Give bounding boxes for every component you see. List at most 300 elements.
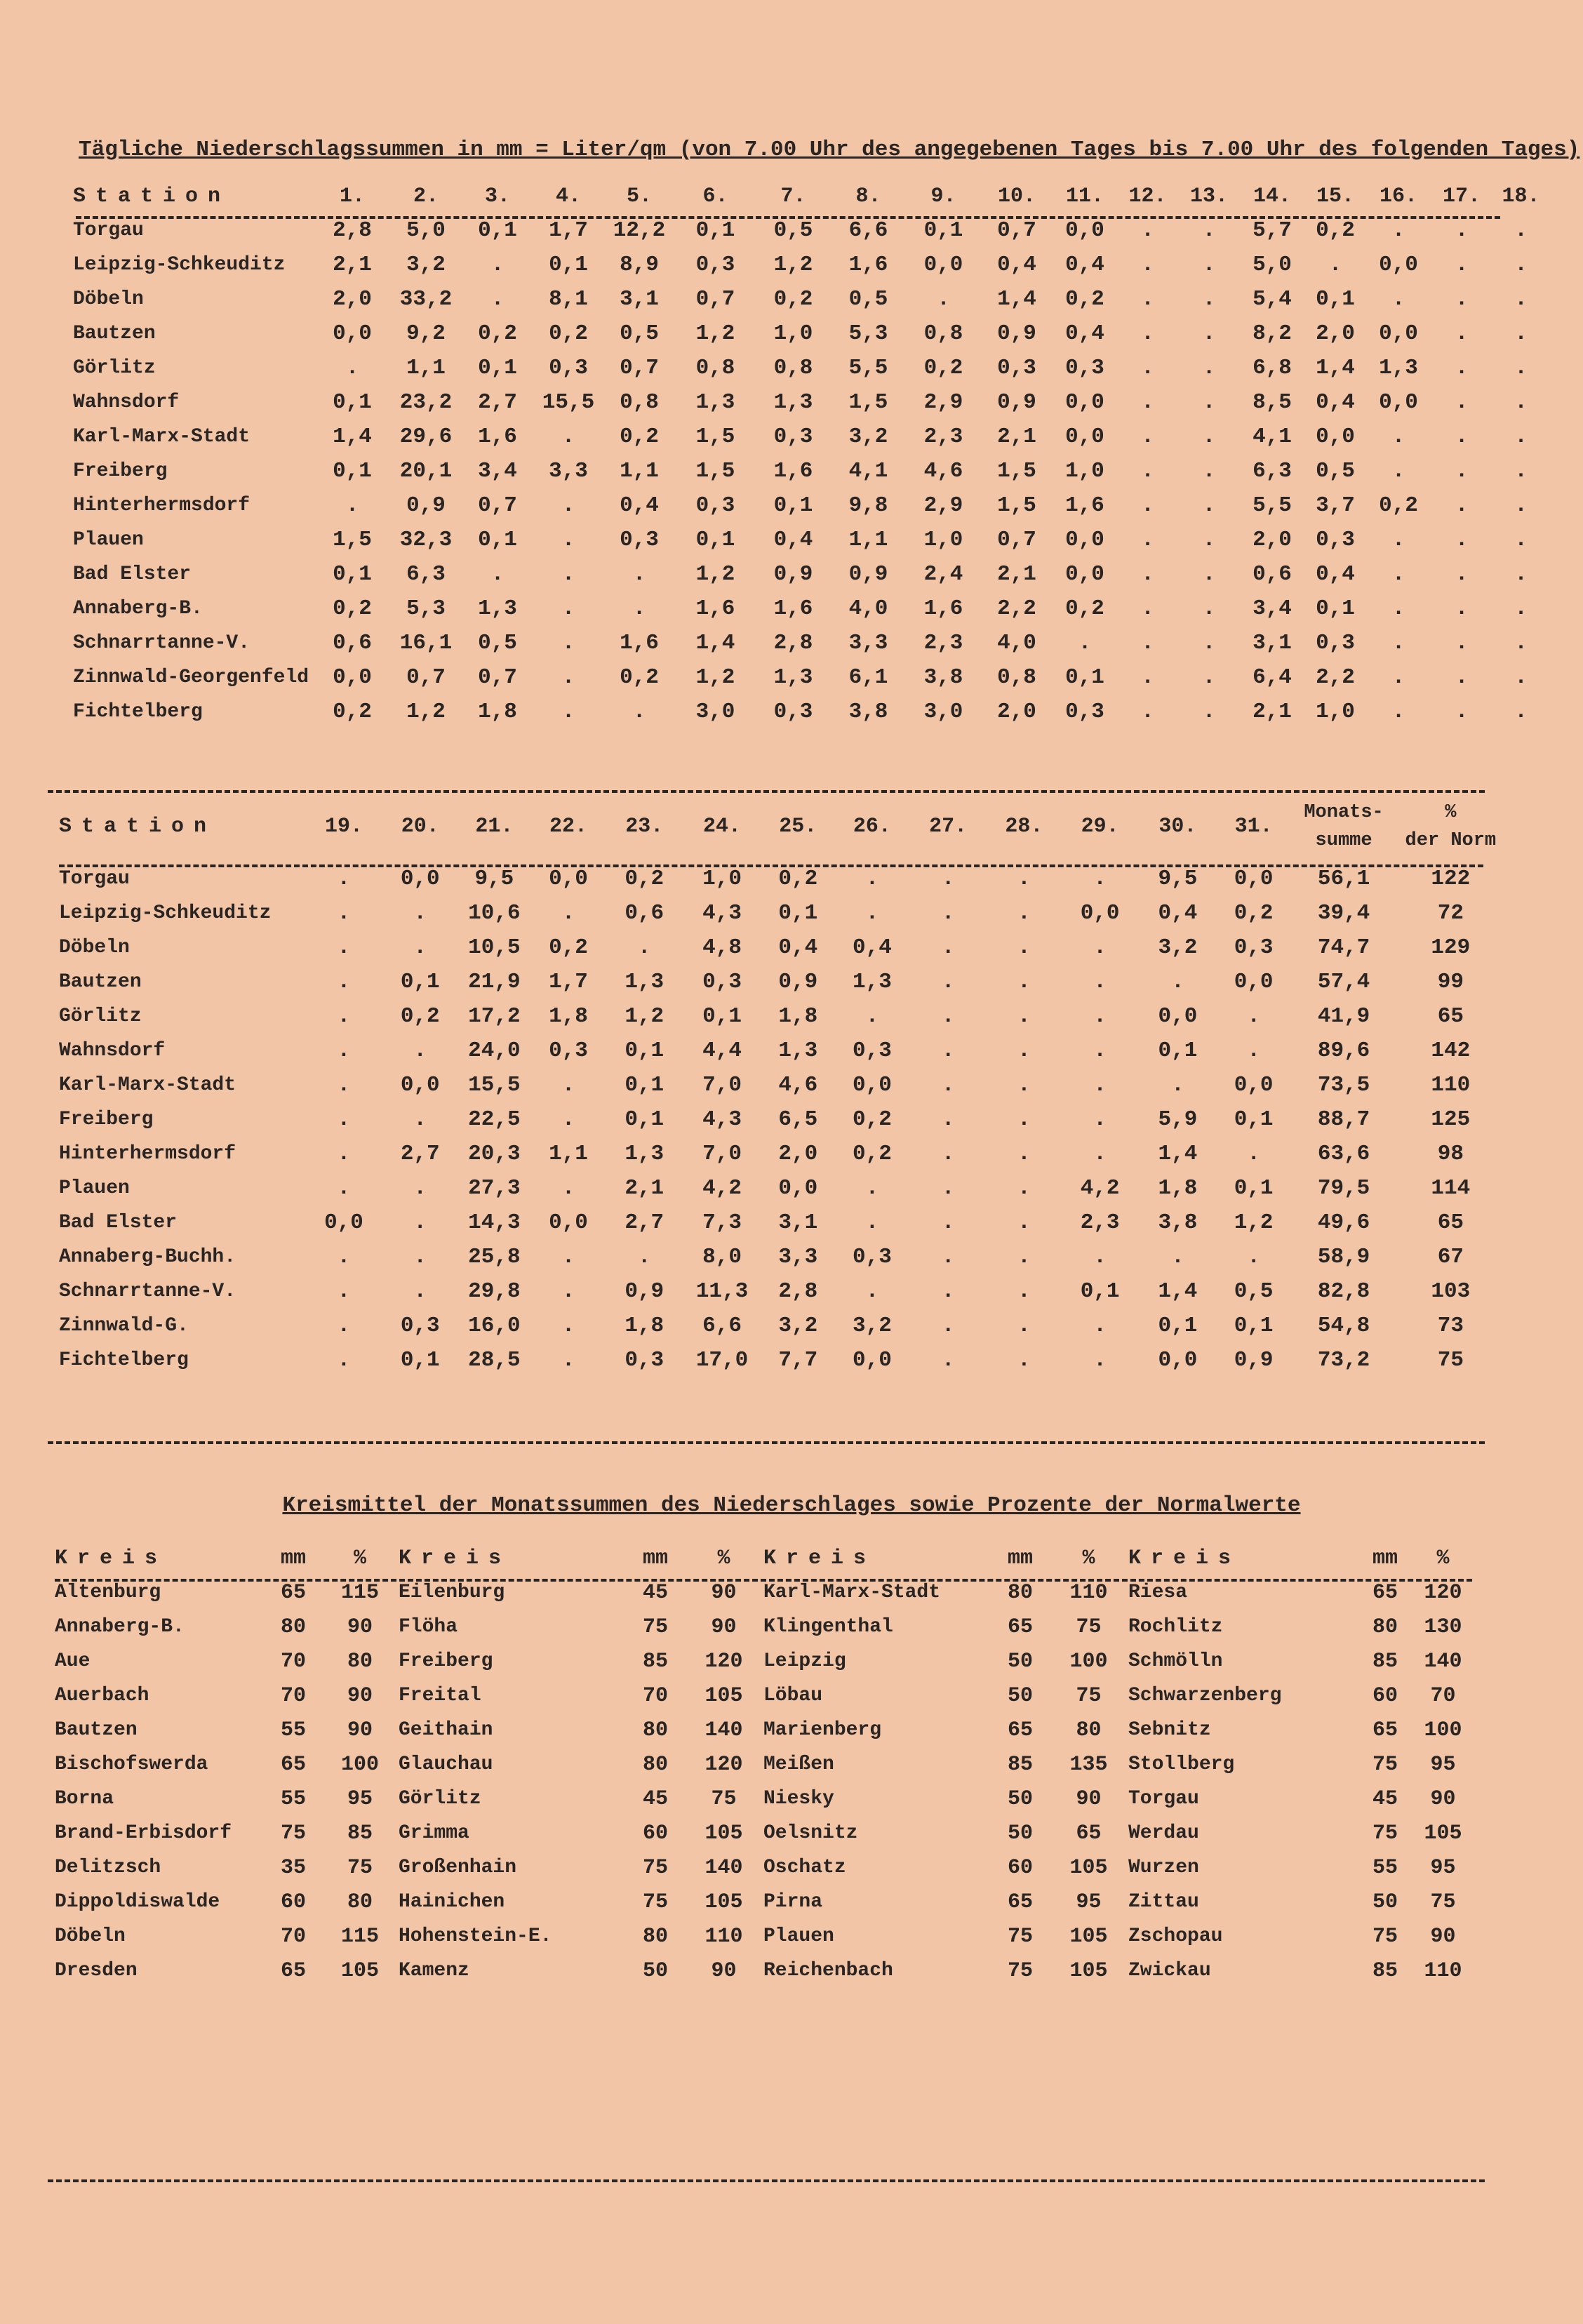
table-row — [59, 1102, 1504, 1137]
precipitation-value: 1,5 — [848, 390, 888, 415]
precipitation-value: 2,4 — [923, 562, 963, 587]
mm-value: 60 — [280, 1890, 306, 1914]
kreis-name: Grimma — [399, 1822, 469, 1844]
monthly-sum-header — [1290, 792, 1396, 862]
precipitation-value: . — [1391, 596, 1405, 621]
precipitation-value: 1,5 — [695, 459, 735, 483]
precipitation-value: . — [337, 901, 351, 926]
precipitation-value: 2,7 — [478, 390, 517, 415]
table-row — [73, 557, 1549, 592]
kreis-name: Görlitz — [399, 1788, 481, 1810]
kreis-name: Annaberg-B. — [55, 1616, 185, 1638]
precipitation-value: . — [490, 253, 505, 277]
precipitation-value: . — [632, 562, 646, 587]
percent-value: 105 — [704, 1890, 743, 1914]
precipitation-value: . — [1455, 218, 1469, 243]
precipitation-value: 0,1 — [695, 528, 735, 552]
table2-header-row — [59, 792, 1504, 862]
precipitation-value: 1,6 — [848, 253, 888, 277]
precipitation-value: . — [1202, 253, 1216, 277]
precipitation-value: . — [1017, 1176, 1031, 1201]
precipitation-value: . — [1141, 356, 1154, 380]
table-row — [73, 660, 1549, 695]
station-name: Karl-Marx-Stadt — [59, 1074, 236, 1096]
monthly-sum-value: 82,8 — [1317, 1279, 1370, 1304]
precipitation-value: 0,1 — [695, 218, 735, 243]
precipitation-value: 0,5 — [848, 287, 888, 312]
mm-value: 50 — [1007, 1787, 1033, 1811]
precipitation-value: 0,9 — [773, 562, 813, 587]
kreis-name: Zschopau — [1128, 1925, 1223, 1947]
monthly-sum-value: 89,6 — [1317, 1039, 1370, 1063]
precipitation-value: 2,1 — [997, 425, 1036, 449]
kreis-name: Bischofswerda — [55, 1754, 208, 1775]
day-column-header: 9. — [930, 184, 956, 208]
kreis-mean-title: Kreismittel der Monatssummen des Niederschlages sowie Prozente der Normalwerte — [282, 1493, 1301, 1518]
kreis-column-header: Kreis — [399, 1546, 512, 1570]
mm-value: 65 — [1007, 1718, 1033, 1742]
precipitation-value: 1,8 — [549, 1004, 588, 1029]
precipitation-value: . — [1247, 1004, 1260, 1029]
mm-value: 70 — [280, 1649, 306, 1674]
precipitation-value: . — [561, 1107, 575, 1132]
precipitation-value: 4,6 — [778, 1073, 818, 1097]
precipitation-value: 0,1 — [624, 1107, 664, 1132]
precipitation-value: . — [1017, 970, 1031, 994]
precipitation-value: 28,5 — [468, 1348, 521, 1373]
table-row — [59, 999, 1504, 1034]
day-column-header: 10. — [997, 184, 1036, 208]
precipitation-value: 0,0 — [400, 1073, 440, 1097]
precipitation-value: 0,0 — [1065, 390, 1104, 415]
mm-value: 65 — [1007, 1615, 1033, 1639]
precipitation-value: 5,3 — [406, 596, 446, 621]
percent-value: 90 — [711, 1580, 737, 1605]
mm-value: 70 — [642, 1683, 668, 1708]
precipitation-value: 0,9 — [1234, 1348, 1274, 1373]
precipitation-value: . — [337, 1348, 351, 1373]
percent-of-norm-value: 99 — [1437, 970, 1464, 994]
precipitation-value: 3,8 — [1158, 1210, 1198, 1235]
table-row — [73, 454, 1549, 488]
precipitation-value: . — [1514, 459, 1528, 483]
precipitation-value: 1,6 — [923, 596, 963, 621]
station-name: Bautzen — [59, 971, 142, 993]
precipitation-value: . — [337, 1107, 351, 1132]
precipitation-value: 0,1 — [478, 218, 517, 243]
precipitation-value: 1,8 — [1158, 1176, 1198, 1201]
table-row — [59, 896, 1504, 930]
monthly-sum-value: 88,7 — [1317, 1107, 1370, 1132]
precipitation-value: . — [1202, 425, 1216, 449]
precipitation-value: . — [941, 1004, 955, 1029]
day-column-header: 6. — [702, 184, 728, 208]
precipitation-value: 5,4 — [1253, 287, 1292, 312]
precipitation-value: 2,3 — [923, 631, 963, 655]
percent-value: 80 — [347, 1649, 373, 1674]
precipitation-value: 3,3 — [848, 631, 888, 655]
day-column-header: 15. — [1316, 184, 1354, 208]
station-name: Fichtelberg — [73, 701, 203, 723]
station-name: Zinnwald-G. — [59, 1315, 189, 1337]
precipitation-value: 0,3 — [1234, 935, 1274, 960]
precipitation-value: . — [941, 1142, 955, 1166]
precipitation-value: 0,3 — [620, 528, 659, 552]
precipitation-value: . — [413, 1039, 427, 1063]
precipitation-value: 0,0 — [923, 253, 963, 277]
precipitation-value: . — [1202, 493, 1216, 518]
mm-value: 80 — [642, 1924, 668, 1949]
precipitation-value: 0,0 — [1080, 901, 1120, 926]
precipitation-value: . — [1141, 700, 1154, 724]
percent-value: 140 — [1424, 1649, 1462, 1674]
precipitation-value: 1,4 — [1158, 1279, 1198, 1304]
percent-value: 140 — [704, 1718, 743, 1742]
mm-value: 80 — [280, 1615, 306, 1639]
table-row — [73, 316, 1549, 351]
table-row — [59, 1068, 1504, 1102]
mm-value: 70 — [280, 1683, 306, 1708]
precipitation-value: 2,9 — [923, 493, 963, 518]
precipitation-value: 3,1 — [1253, 631, 1292, 655]
station-name: Torgau — [59, 868, 130, 890]
precipitation-value: . — [632, 596, 646, 621]
precipitation-value: 29,8 — [468, 1279, 521, 1304]
percent-of-norm-value: 75 — [1437, 1348, 1464, 1373]
precipitation-value: . — [865, 1279, 879, 1304]
percent-value: 120 — [704, 1649, 743, 1674]
precipitation-value: 6,6 — [702, 1314, 742, 1338]
station-name: Fichtelberg — [59, 1349, 189, 1371]
table-row — [55, 1816, 1472, 1850]
precipitation-value: . — [413, 1210, 427, 1235]
monthly-sum-value: 41,9 — [1317, 1004, 1370, 1029]
day-column-header: 21. — [475, 815, 514, 839]
day-column-header: 18. — [1502, 184, 1540, 208]
percent-value: 110 — [1424, 1958, 1462, 1983]
precipitation-value: 1,4 — [695, 631, 735, 655]
precipitation-value: 0,2 — [773, 287, 813, 312]
percent-value: 75 — [711, 1787, 737, 1811]
kreis-name: Riesa — [1128, 1582, 1188, 1603]
precipitation-value: . — [1141, 253, 1154, 277]
precipitation-value: 8,2 — [1253, 321, 1292, 346]
precipitation-value: . — [1202, 665, 1216, 690]
mm-value: 80 — [642, 1718, 668, 1742]
precipitation-value: 2,2 — [997, 596, 1036, 621]
precipitation-value: 0,1 — [333, 562, 372, 587]
precipitation-value: 0,3 — [1065, 356, 1104, 380]
day-column-header: 7. — [780, 184, 806, 208]
precipitation-value: 32,3 — [399, 528, 453, 552]
precipitation-value: 0,3 — [624, 1348, 664, 1373]
precipitation-value: 0,3 — [549, 1039, 588, 1063]
precipitation-value: 0,2 — [549, 935, 588, 960]
day-column-header: 31. — [1234, 815, 1273, 839]
precipitation-value: . — [941, 1176, 955, 1201]
precipitation-value: . — [1391, 459, 1405, 483]
day-column-header: 1. — [339, 184, 365, 208]
station-name: Hinterhermsdorf — [59, 1143, 236, 1165]
precipitation-value: 3,3 — [778, 1245, 818, 1269]
precipitation-value: 0,1 — [773, 493, 813, 518]
percent-column-header: % — [353, 1546, 366, 1570]
precipitation-value: 0,0 — [1065, 562, 1104, 587]
precipitation-value: . — [561, 1314, 575, 1338]
kreis-name: Zittau — [1128, 1891, 1199, 1913]
precipitation-value: . — [1017, 1348, 1031, 1373]
precipitation-value: 0,0 — [1158, 1348, 1198, 1373]
kreis-name: Auerbach — [55, 1685, 149, 1707]
precipitation-value: 2,1 — [624, 1176, 664, 1201]
station-name: Wahnsdorf — [59, 1040, 166, 1062]
precipitation-value: 0,4 — [1316, 390, 1355, 415]
precipitation-value: 0,3 — [853, 1039, 892, 1063]
precipitation-value: 23,2 — [399, 390, 453, 415]
bottom-divider — [48, 2179, 1485, 2182]
precipitation-value: . — [1391, 425, 1405, 449]
monthly-sum-value: 54,8 — [1317, 1314, 1370, 1338]
monthly-sum-value: 49,6 — [1317, 1210, 1370, 1235]
precipitation-value: . — [337, 1314, 351, 1338]
day-column-header: 30. — [1158, 815, 1197, 839]
percent-value: 110 — [1069, 1580, 1108, 1605]
station-name: Karl-Marx-Stadt — [73, 426, 251, 448]
precipitation-value: 17,0 — [695, 1348, 749, 1373]
precipitation-value: 0,1 — [1234, 1176, 1274, 1201]
precipitation-value: 0,9 — [997, 321, 1036, 346]
percent-value: 90 — [1430, 1787, 1456, 1811]
precipitation-value: . — [1171, 1245, 1184, 1269]
kreis-name: Hohenstein-E. — [399, 1925, 552, 1947]
day-column-header: 22. — [549, 815, 588, 839]
precipitation-value: 0,4 — [778, 935, 818, 960]
table-row — [73, 592, 1549, 626]
precipitation-value: . — [1514, 562, 1528, 587]
precipitation-value: 2,0 — [333, 287, 372, 312]
station-name: Görlitz — [59, 1006, 142, 1027]
mm-value: 75 — [1007, 1924, 1033, 1949]
kreis-name: Brand-Erbisdorf — [55, 1822, 232, 1844]
precipitation-value: . — [1514, 596, 1528, 621]
percent-value: 95 — [1430, 1752, 1456, 1777]
kreis-name: Torgau — [1128, 1788, 1199, 1810]
precipitation-value: 0,4 — [773, 528, 813, 552]
precipitation-value: 3,4 — [1253, 596, 1292, 621]
precipitation-value: 0,9 — [997, 390, 1036, 415]
station-name: Annaberg-B. — [73, 598, 203, 620]
precipitation-value: 0,1 — [624, 1073, 664, 1097]
kreis-name: Wurzen — [1128, 1857, 1199, 1878]
table-row — [59, 1309, 1504, 1343]
day-column-header: 12. — [1128, 184, 1167, 208]
kreis-name: Löbau — [763, 1685, 823, 1707]
day-column-header: 5. — [626, 184, 652, 208]
precipitation-value: . — [1017, 1004, 1031, 1029]
precipitation-value: 0,1 — [478, 356, 517, 380]
precipitation-value: . — [561, 665, 575, 690]
precipitation-value: . — [561, 425, 575, 449]
mm-value: 55 — [280, 1787, 306, 1811]
precipitation-value: . — [1017, 1314, 1031, 1338]
precipitation-value: . — [1514, 390, 1528, 415]
percent-value: 90 — [711, 1615, 737, 1639]
table-row — [59, 1137, 1504, 1171]
precipitation-value: 1,8 — [778, 1004, 818, 1029]
precipitation-value: 3,0 — [923, 700, 963, 724]
precipitation-value: . — [1514, 356, 1528, 380]
precipitation-value: . — [865, 867, 879, 891]
precipitation-value: . — [413, 1279, 427, 1304]
precipitation-value: 2,1 — [997, 562, 1036, 587]
precipitation-value: . — [1391, 218, 1405, 243]
precipitation-value: . — [1514, 253, 1528, 277]
precipitation-value: 16,1 — [399, 631, 453, 655]
mm-value: 35 — [280, 1855, 306, 1880]
percent-value: 100 — [1424, 1718, 1462, 1742]
table-row — [55, 1782, 1472, 1816]
precipitation-value: 0,1 — [1234, 1107, 1274, 1132]
precipitation-value: . — [1455, 562, 1469, 587]
precipitation-value: 1,3 — [778, 1039, 818, 1063]
precipitation-value: 0,4 — [997, 253, 1036, 277]
table-row — [59, 930, 1504, 965]
precipitation-value: 1,1 — [406, 356, 446, 380]
precipitation-value: 4,0 — [848, 596, 888, 621]
precipitation-value: . — [413, 1245, 427, 1269]
precipitation-value: 0,4 — [1065, 253, 1104, 277]
day-column-header: 14. — [1253, 184, 1291, 208]
precipitation-value: 0,0 — [1234, 970, 1274, 994]
percent-norm-header-line: % — [1445, 802, 1457, 823]
precipitation-value: . — [1455, 528, 1469, 552]
precipitation-value: 2,0 — [997, 700, 1036, 724]
percent-value: 100 — [1069, 1649, 1108, 1674]
mm-value: 45 — [1372, 1787, 1398, 1811]
precipitation-value: 0,3 — [400, 1314, 440, 1338]
precipitation-value: 7,0 — [702, 1142, 742, 1166]
precipitation-value: 6,8 — [1253, 356, 1292, 380]
percent-norm-header-line: der Norm — [1405, 830, 1497, 851]
precipitation-value: 0,0 — [333, 321, 372, 346]
precipitation-value: 1,2 — [773, 253, 813, 277]
percent-value: 90 — [347, 1615, 373, 1639]
mm-value: 70 — [280, 1924, 306, 1949]
precipitation-value: 0,2 — [853, 1142, 892, 1166]
precipitation-value: . — [1093, 1314, 1107, 1338]
precipitation-value: . — [1017, 1279, 1031, 1304]
day-column-header: 2. — [413, 184, 439, 208]
percent-value: 75 — [347, 1855, 373, 1880]
day-column-header: 29. — [1081, 815, 1119, 839]
precipitation-value: . — [1514, 528, 1528, 552]
percent-value: 75 — [1076, 1683, 1102, 1708]
station-name: Zinnwald-Georgenfeld — [73, 667, 309, 688]
precipitation-value: 0,0 — [778, 1176, 818, 1201]
table-row — [73, 626, 1549, 660]
mm-value: 65 — [1372, 1580, 1398, 1605]
precipitation-value: 2,7 — [624, 1210, 664, 1235]
station-name: Görlitz — [73, 357, 156, 379]
precipitation-value: 0,1 — [400, 970, 440, 994]
precipitation-value: 0,2 — [549, 321, 588, 346]
kreis-name: Rochlitz — [1128, 1616, 1223, 1638]
kreis-name: Oelsnitz — [763, 1822, 858, 1844]
percent-column-header: % — [1082, 1546, 1095, 1570]
precipitation-value: . — [1391, 287, 1405, 312]
precipitation-value: 7,0 — [702, 1073, 742, 1097]
precipitation-value: . — [1141, 631, 1154, 655]
monthly-sum-value: 74,7 — [1317, 935, 1370, 960]
precipitation-value: 2,8 — [333, 218, 372, 243]
precipitation-value: 0,0 — [1379, 253, 1418, 277]
precipitation-value: 17,2 — [468, 1004, 521, 1029]
precipitation-value: . — [1202, 596, 1216, 621]
precipitation-value: 4,8 — [702, 935, 742, 960]
precipitation-value: 1,0 — [1065, 459, 1104, 483]
precipitation-value: 6,5 — [778, 1107, 818, 1132]
station-name: Plauen — [59, 1177, 130, 1199]
precipitation-value: 0,1 — [923, 218, 963, 243]
precipitation-value: 3,1 — [620, 287, 659, 312]
precipitation-value: . — [1017, 867, 1031, 891]
precipitation-value: . — [1247, 1245, 1260, 1269]
percent-value: 90 — [347, 1683, 373, 1708]
precipitation-value: 0,7 — [620, 356, 659, 380]
mm-value: 85 — [1372, 1649, 1398, 1674]
mm-value: 75 — [642, 1855, 668, 1880]
precipitation-value: . — [941, 1210, 955, 1235]
precipitation-value: 29,6 — [399, 425, 453, 449]
precipitation-value: 1,2 — [695, 321, 735, 346]
precipitation-value: . — [1093, 1245, 1107, 1269]
table-row — [55, 1678, 1472, 1713]
section-divider-2 — [48, 1441, 1485, 1444]
precipitation-value: 6,4 — [1253, 665, 1292, 690]
day-column-header: 26. — [853, 815, 891, 839]
precipitation-value: . — [1455, 287, 1469, 312]
precipitation-value: . — [941, 1348, 955, 1373]
day-column-header: 24. — [703, 815, 742, 839]
precipitation-value: 0,5 — [478, 631, 517, 655]
percent-of-norm-value: 67 — [1437, 1245, 1464, 1269]
precipitation-value: 1,6 — [478, 425, 517, 449]
kreis-name: Bautzen — [55, 1719, 138, 1741]
precipitation-value: 0,8 — [923, 321, 963, 346]
day-column-header: 28. — [1005, 815, 1043, 839]
percent-of-norm-value: 72 — [1437, 901, 1464, 926]
precipitation-value: . — [337, 970, 351, 994]
precipitation-value: 1,7 — [549, 970, 588, 994]
station-name: Leipzig-Schkeuditz — [73, 254, 286, 276]
precipitation-value: 0,8 — [695, 356, 735, 380]
mm-value: 65 — [280, 1958, 306, 1983]
precipitation-value: 3,7 — [1316, 493, 1355, 518]
precipitation-value: . — [337, 935, 351, 960]
precipitation-value: 3,1 — [778, 1210, 818, 1235]
precipitation-value: 0,2 — [333, 596, 372, 621]
table-row — [55, 1713, 1472, 1747]
precipitation-value: . — [941, 1073, 955, 1097]
precipitation-value: 8,0 — [702, 1245, 742, 1269]
table2-header-divider — [59, 864, 1483, 867]
precipitation-value: 2,0 — [1253, 528, 1292, 552]
precipitation-value: 4,1 — [848, 459, 888, 483]
precipitation-value: 15,5 — [542, 390, 595, 415]
precipitation-value: . — [1455, 390, 1469, 415]
precipitation-value: . — [561, 1245, 575, 1269]
table3-header-divider — [55, 1579, 1472, 1582]
